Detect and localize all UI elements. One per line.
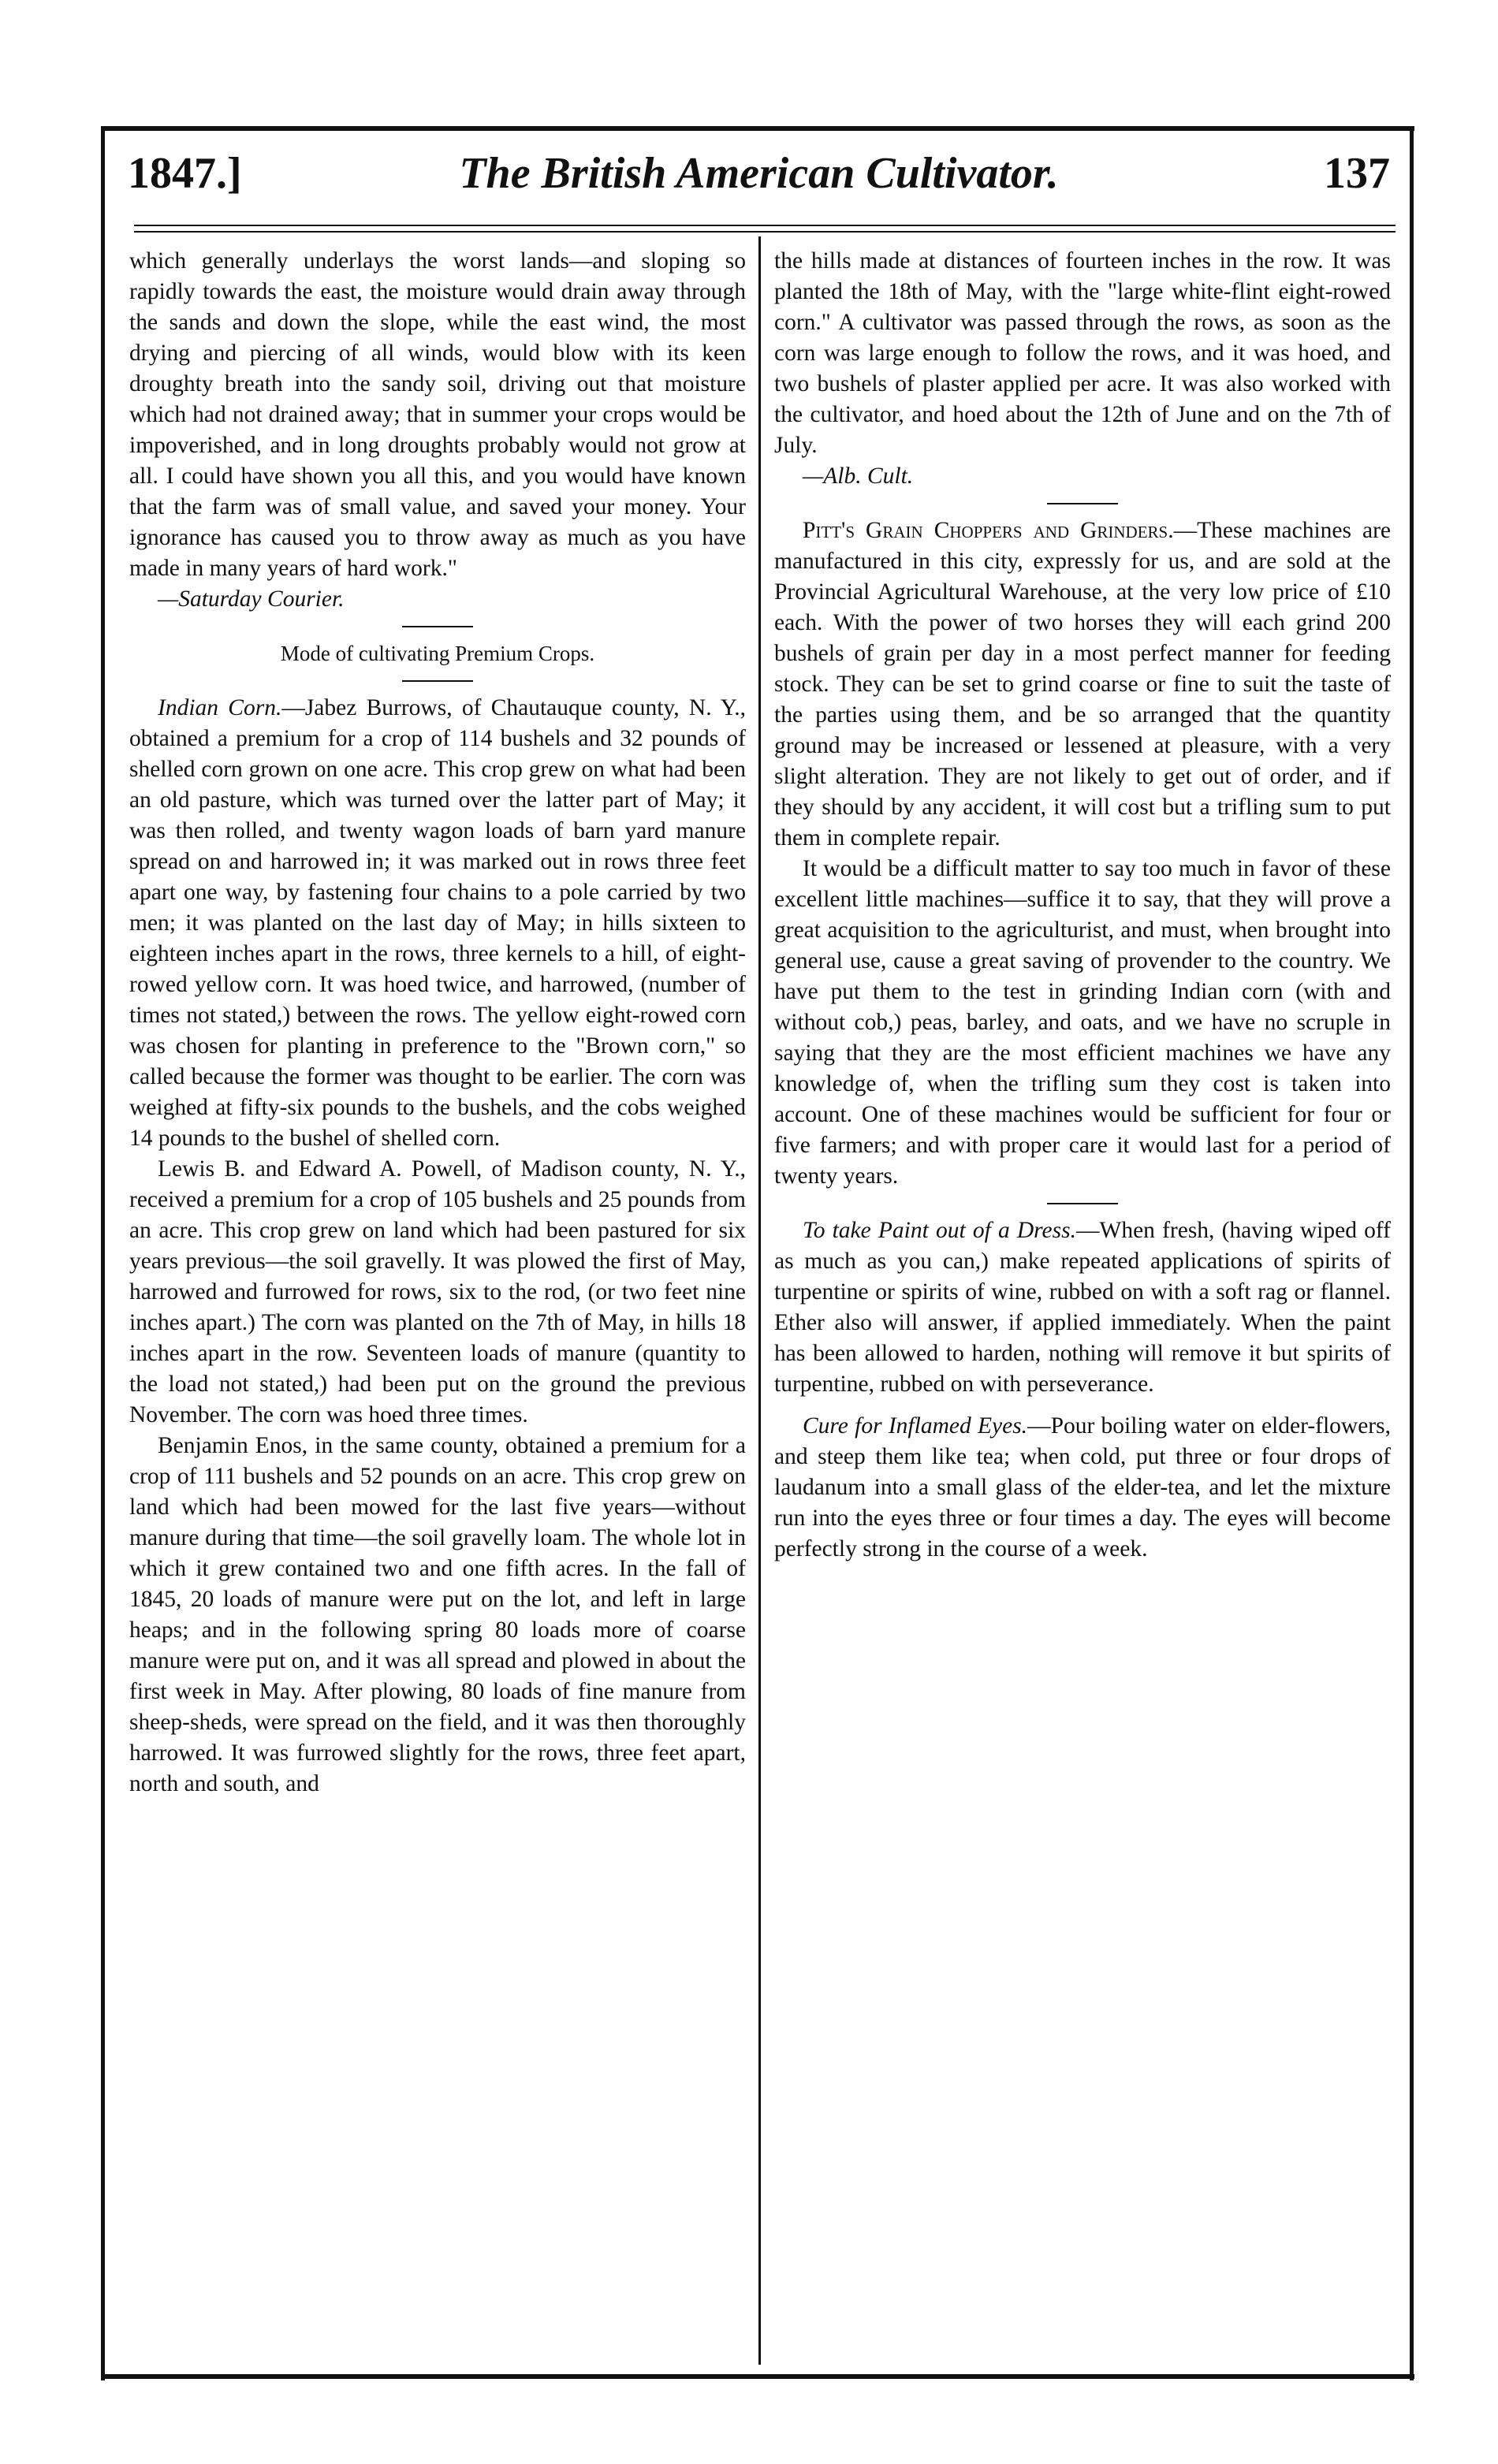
publication-title: The British American Cultivator. (459, 149, 1059, 198)
page-border-top (101, 126, 1414, 131)
source-signature: —Alb. Cult. (803, 463, 914, 489)
spacer (774, 1400, 1391, 1411)
column-divider (758, 236, 761, 2365)
source-signature: —Saturday Courier. (158, 586, 345, 612)
paragraph-lead: Indian Corn. (158, 695, 282, 720)
page-border-left (101, 126, 105, 2380)
paragraph-body: —Pour boiling water on elder-flowers, and steep them like tea; when cold, put three or four drops of laudanum into a small glass of the elder-tea, and let the mixture run into the eyes three or four times a day. The eyes will become perfectly strong in the course of a week. (774, 1413, 1391, 1561)
left-column (129, 246, 746, 1800)
page-border-right (1410, 126, 1414, 2380)
paragraph-paint-removal (774, 1215, 1391, 1400)
paragraph-farm-ignorance: which generally underlays the worst lands—and sloping so rapidly towards the east, the moisture would drain away through the sands and down the slope, while the east wind, the most drying and piercing of all winds, would blow with its keen droughty breath into the sandy soil, driving out that moisture which had not drained away; that in summer your crops would be impoverished, and in long droughts probably would not grow at all. I could have shown you all this, and you would have known that the farm was of small value, and saved your money. Your ignorance has caused you to throw away as much as you have made in many years of hard work." (129, 248, 746, 581)
paragraph-corn-continued: the hills made at distances of fourteen inches in the row. It was planted the 18th of May, with the "large white-flint eight-rowed corn." A cultivator was passed through the rows, as soon as the corn was large enough to follow the rows, and it was hoed, and two bushels of plaster applied per acre. It was also worked with the cultivator, and hoed about the 12th of June and on the 7th of July. (774, 248, 1391, 458)
section-rule (402, 626, 473, 627)
paragraph-lead: Cure for Inflamed Eyes. (803, 1413, 1028, 1439)
paragraph-lead: Pitt's Grain Choppers and Grinders. (803, 518, 1174, 543)
header-year: 1847.] (128, 149, 242, 198)
paragraph-lead: To take Paint out of a Dress. (803, 1218, 1076, 1243)
section-rule (1047, 1203, 1118, 1204)
section-heading: Mode of cultivating Premium Crops. (280, 642, 595, 665)
page-number: 137 (1324, 149, 1390, 198)
page-header (118, 148, 1399, 211)
header-rule (134, 225, 1396, 233)
paragraph-body: —These machines are manufactured in this city, expressly for us, and are sold at the Provincial Agricultural Warehouse, at the very low price of £10 each. With the power of two horses they will each grind 200 bushels of grain per day in a most perfect manner for feeding stock. They can be set to grind coarse or fine to suit the taste of the parties using them, and be so arranged that the quantity ground may be increased or lessened at pleasure, with a very slight alteration. They are not likely to get out of order, and if they should by any accident, it will cost but a trifling sum to put them in complete repair. (774, 518, 1391, 850)
paragraph-powell: Lewis B. and Edward A. Powell, of Madison county, N. Y., received a premium for a crop of 105 bushels and 25 pounds from an acre. This crop grew on land which had been pastured for six years previous—the soil gravelly. It was plowed the first of May, harrowed and furrowed for rows, six to the rod, (or two feet nine inches apart.) The corn was planted on the 7th of May, in hills 18 inches apart in the row. Seventeen loads of manure (quantity to the load not stated,) had been put on the ground the previous November. The corn was hoed three times. (129, 1156, 746, 1427)
page-border-bottom (101, 2374, 1414, 2379)
section-rule (1047, 503, 1118, 504)
paragraph-body: —Jabez Burrows, of Chautauque county, N. Y., obtained a premium for a crop of 114 bushels and 32 pounds of shelled corn grown on one acre. This crop grew on what had been an old pasture, which was turned over the latter part of May; it was then rolled, and twenty wagon loads of barn yard manure spread on and harrowed in; it was marked out in rows three feet apart one way, by fastening four chains to a pole carried by two men; it was planted on the last day of May; in hills sixteen to eighteen inches apart in the rows, three kernels to a hill, of eight-rowed yellow corn. It was hoed twice, and harrowed, (number of times not stated,) between the rows. The yellow eight-rowed corn was chosen for planting in preference to the "Brown corn," so called because the former was thought to be earlier. The corn was weighed at fifty-six pounds to the bushels, and the cobs weighed 14 pounds to the bushel of shelled corn. (129, 695, 746, 1151)
paragraph-machines-praise: It would be a difficult matter to say too much in favor of these excellent little machines—suffice it to say, that they will prove a great acquisition to the agriculturist, and must, when brought into general use, cause a great saving of provender to the country. We have put them to the test in grinding Indian corn (with and without cob,) peas, barley, and oats, and we have no scruple in saying that they are the most efficient machines we have any knowledge of, when the trifling sum they cost is taken into account. One of these machines would be sufficient for four or five farmers; and with proper care it would last for a period of twenty years. (774, 856, 1391, 1189)
paragraph-enos: Benjamin Enos, in the same county, obtained a premium for a crop of 111 bushels and 52 pounds on an acre. This crop grew on land which had been mowed for the last five years—without manure during that time—the soil gravelly loam. The whole lot in which it grew contained two and one fifth acres. In the fall of 1845, 20 loads of manure were put on the lot, and left in large heaps; and in the following spring 80 loads more of coarse manure were put on, and it was all spread and plowed in about the first week in May. After plowing, 80 loads of fine manure from sheep-sheds, were spread on the field, and it was then thoroughly harrowed. It was furrowed slightly for the rows, three feet apart, north and south, and (129, 1433, 746, 1796)
paragraph-grain-choppers (774, 516, 1391, 854)
section-rule (402, 680, 473, 682)
paragraph-indian-corn (129, 693, 746, 1154)
paragraph-body: —When fresh, (having wiped off as much as you can,) make repeated applications of spirits of turpentine or spirits of wine, rubbed on with a soft rag or flannel. Ether also will answer, if applied immediately. When the paint has been allowed to harden, nothing will remove it but spirits of turpentine, rubbed on with perseverance. (774, 1218, 1391, 1397)
right-column (774, 246, 1391, 1565)
paragraph-inflamed-eyes (774, 1411, 1391, 1565)
